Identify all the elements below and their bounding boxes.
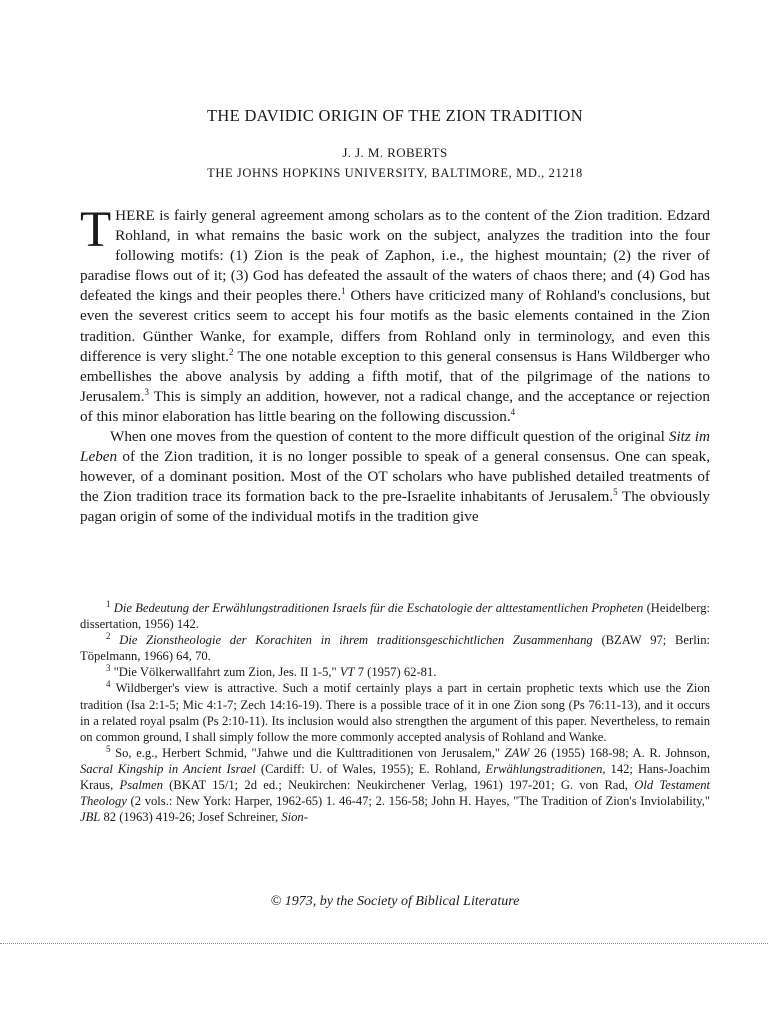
footnote-3-text-a: "Die Völkerwallfahrt zum Zion, Jes. II 1-5," xyxy=(113,665,340,680)
footnote-5-text-f: (2 vols.: New York: Harper, 1962-65) 1. 46-47; 2. 156-58; John H. Hayes, "The Tradition of Zion's Inviolability," xyxy=(126,794,710,809)
paragraph-2-text-c: The obviously pagan origin of some of the individual motifs in the tradition give xyxy=(80,488,711,526)
paragraph-2-italic: Sitz im Leben xyxy=(80,428,710,466)
footnote-number: 4 xyxy=(106,679,111,690)
paragraph-1-text-b: Others have criticized many of Rohland's conclusions, but even the severest critics seem to accept his four motifs as the basic elements contained in the Zion tradition. Günther Wanke, for example, differs from Rohland only in terminology, and even this difference is very slight. xyxy=(80,287,710,365)
page-edge-divider xyxy=(0,943,768,944)
footnote-5-italic-b: Sacral Kingship in Ancient Israel xyxy=(80,761,256,776)
footnote-5-text-e: (BKAT 15/1; 2d ed.; Neukirchen: Neukirchener Verlag, 1961) 197-201; G. von Rad, xyxy=(162,778,635,793)
footnote-5-text-d: , 142; Hans-Joachim Kraus, xyxy=(80,761,710,793)
footnote-5-text-g: 82 (1963) 419-26; Josef Schreiner, xyxy=(100,810,282,825)
drop-cap: T xyxy=(80,202,112,258)
footnote-3-text-b: 7 (1957) 62-81. xyxy=(354,665,437,680)
footnotes xyxy=(80,600,710,825)
footnote-ref-4: 4 xyxy=(510,406,516,417)
article-title: THE DAVIDIC ORIGIN OF THE ZION TRADITION xyxy=(207,106,583,125)
article-body xyxy=(80,202,711,528)
footnote-number: 5 xyxy=(106,743,111,754)
footnote-4-text: Wildberger's view is attractive. Such a motif certainly plays a part in certain prophetic texts which use the Zion tradition (Isa 2:1-5; Mic 4:1-7; Zech 14:16-19). There is a possible trace of it in one Zion song (Ps 76:11-13), and it occurs in a related royal psalm (Ps 2:10-11). Its inclusion would also strengthen the argument of this paper. Nevertheless, to remain on common ground, I shall simply follow the more commonly accepted analysis of Rohland and Wanke. xyxy=(80,681,711,744)
paragraph-1-text-d: This is simply an addition, however, not a radical change, and the acceptance or rejection of this minor elaboration has little bearing on the following discussion. xyxy=(80,387,710,425)
footnote-5-italic-c: Erwählungstraditionen xyxy=(485,761,603,776)
footnote-ref-1: 1 xyxy=(341,286,346,297)
footnote-1-title: Die Bedeutung der Erwählungstraditionen Israels für die Eschatologie der alttestamentlichen Propheten xyxy=(113,601,644,615)
paragraph-1 xyxy=(80,202,710,427)
footnote-ref-5: 5 xyxy=(613,487,618,498)
footnote-3-journal: VT xyxy=(339,665,355,680)
footnote-5-italic-d: Psalmen xyxy=(119,778,163,793)
footnote-2-title: Die Zionstheologie der Korachiten in ihrem traditionsgeschichtlichen Zusammenhang xyxy=(119,633,593,648)
paragraph-2 xyxy=(80,427,710,527)
footnote-5-italic-g: Sion- xyxy=(281,810,308,825)
footnote-5-text-c: (Cardiff: U. of Wales, 1955); E. Rohland, xyxy=(255,761,486,776)
footnote-2-text: (BZAW 97; Berlin: Töpelmann, 1966) 64, 70. xyxy=(80,633,711,664)
footnote-5-text-a: So, e.g., Herbert Schmid, "Jahwe und die Kulttraditionen von Jerusalem," xyxy=(115,745,505,760)
paragraph-1-text-a: HERE is fairly general agreement among scholars as to the content of the Zion tradition. Edzard Rohland, in what remains the basic work on the subject, analyzes the tradition into the four following motifs: (1) Zion is the peak of Zaphon, i.e., the highest mountain; (2) the river of paradise flows out of it; (3) God has defeated the assault of the waters of chaos there; and (4) God has defeated the kings and their peoples there. xyxy=(80,207,710,305)
footnote-1-text: (Heidelberg: dissertation, 1956) 142. xyxy=(80,601,711,632)
footnote-3 xyxy=(80,664,710,680)
paragraph-2-text-b: of the Zion tradition, it is no longer possible to speak of a general consensus. One can speak, however, of a dominant position. Most of the OT scholars who have published detailed treatments of the Zion tradition trace its formation back to the pre-Israelite inhabitants of Jerusalem. xyxy=(80,448,710,506)
footnote-5-italic-a: ZAW xyxy=(504,745,530,760)
footnote-number: 2 xyxy=(106,631,111,641)
footnote-5-italic-f: JBL xyxy=(80,810,101,825)
footnote-ref-2: 2 xyxy=(228,346,234,357)
copyright-notice: © 1973, by the Society of Biblical Literature xyxy=(270,894,520,909)
author-affiliation: THE JOHNS HOPKINS UNIVERSITY, BALTIMORE, MD., 21218 xyxy=(207,166,583,180)
footnote-4 xyxy=(80,680,710,744)
paragraph-1-text-c: The one notable exception to this general consensus is Hans Wildberger who embellishes the above analysis by adding a fifth motif, that of the pilgrimage of the nations to Jerusalem. xyxy=(80,347,710,405)
article-author: J. J. M. ROBERTS xyxy=(342,145,448,160)
footnote-2 xyxy=(80,632,710,664)
paragraph-2-text-a: When one moves from the question of content to the more difficult question of the original xyxy=(110,428,669,446)
footnote-1 xyxy=(80,600,710,632)
footnote-ref-3: 3 xyxy=(144,386,150,397)
footnote-5 xyxy=(80,745,710,825)
footnote-5-italic-e: Old Testament Theology xyxy=(80,778,711,809)
footnote-number: 3 xyxy=(106,663,111,674)
footnote-5-text-b: 26 (1955) 168-98; A. R. Johnson, xyxy=(529,745,710,760)
footnote-number: 1 xyxy=(106,598,111,609)
